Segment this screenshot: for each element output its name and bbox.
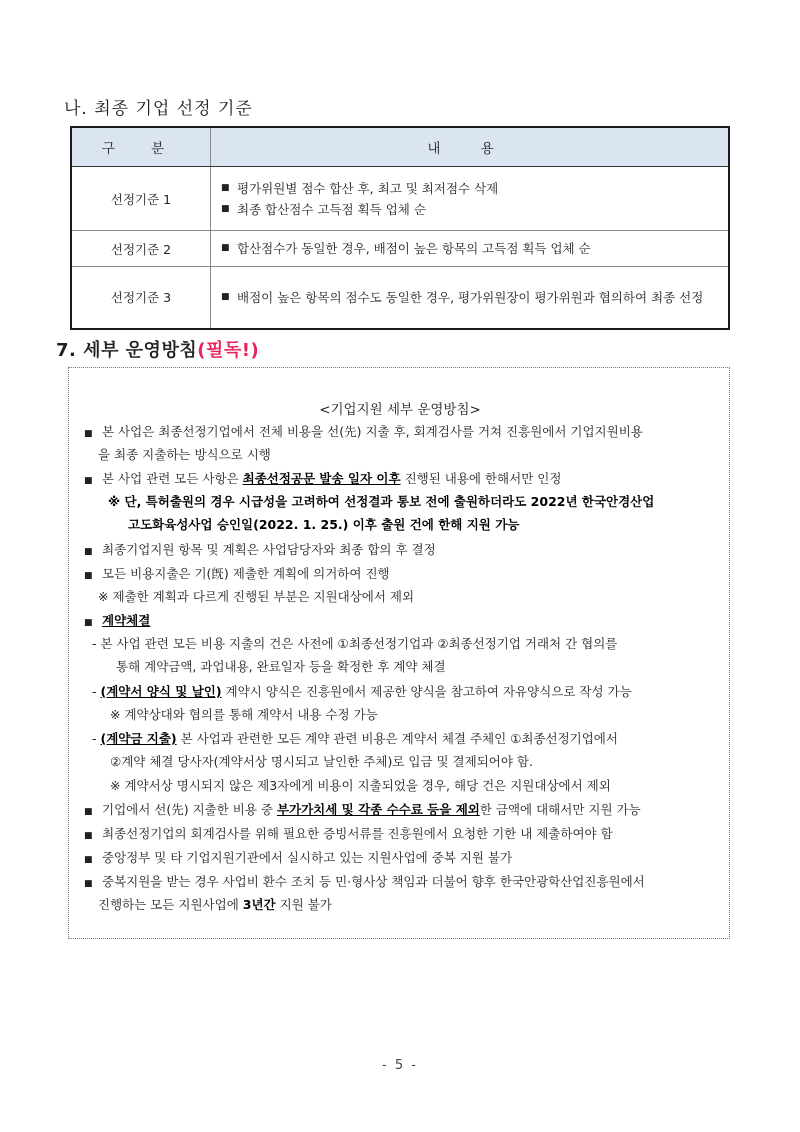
policy-text: 본 사업은 최종선정기업에서 전체 비용을 선(先) 지출 후, 회계검사를 거쳐 진흥원에서 기업지원비용 bbox=[102, 424, 643, 439]
section7-heading bbox=[56, 336, 259, 362]
policy-text: 계약시 양식은 진흥원에서 제공한 양식을 참고하여 자유양식으로 작성 가능 bbox=[221, 684, 632, 699]
policy-text: 최종기업지원 항목 및 계획은 사업담당자와 최종 합의 후 결정 bbox=[102, 542, 436, 557]
policy-text: 본 사업 관련 모든 사항은 bbox=[102, 471, 243, 486]
policy-text: 중앙정부 및 타 기업지원기관에서 실시하고 있는 지원사업에 중복 지원 불가 bbox=[102, 850, 513, 865]
criteria-label: 선정기준 1 bbox=[71, 167, 211, 231]
policy-line: 을 최종 지출하는 방식으로 시행 bbox=[98, 447, 271, 462]
policy-line bbox=[84, 800, 641, 818]
policy-text: 진행하는 모든 지원사업에 bbox=[98, 897, 243, 912]
section7-title: 7. 세부 운영방침 bbox=[56, 340, 198, 361]
bullet-icon: ■ bbox=[84, 879, 93, 889]
table-row bbox=[71, 231, 729, 267]
policy-line: ②계약 체결 당사자(계약서상 명시되고 날인한 주체)로 입금 및 결제되어야 함. bbox=[110, 754, 533, 769]
selection-criteria-table bbox=[70, 126, 730, 330]
policy-line: 통해 계약금액, 과업내용, 완료일자 등을 확정한 후 계약 체결 bbox=[116, 659, 446, 674]
criteria-item: 합산점수가 동일한 경우, 배점이 높은 항목의 고득점 획득 업체 순 bbox=[237, 241, 591, 256]
policy-text: 진행된 내용에 한해서만 인정 bbox=[400, 471, 562, 486]
header-category: 구 분 bbox=[71, 127, 211, 167]
bullet-icon: ■ bbox=[84, 571, 93, 581]
bullet-icon: ■ bbox=[221, 243, 230, 253]
policy-emphasis: 부가가치세 및 각종 수수료 등을 제외 bbox=[276, 802, 480, 817]
policy-emphasis: (계약금 지출) bbox=[100, 731, 177, 746]
bullet-icon: ■ bbox=[221, 182, 230, 193]
policy-line bbox=[84, 469, 561, 487]
policy-text: - bbox=[92, 731, 101, 746]
policy-line bbox=[84, 872, 645, 890]
policy-line bbox=[84, 540, 436, 558]
policy-line bbox=[84, 848, 512, 866]
bullet-icon: ■ bbox=[221, 203, 230, 214]
bullet-icon: ■ bbox=[84, 429, 93, 439]
bullet-icon: ■ bbox=[84, 547, 93, 557]
criteria-content bbox=[211, 231, 730, 267]
policy-line bbox=[92, 682, 632, 700]
section-title: 나. 최종 기업 선정 기준 bbox=[64, 99, 253, 119]
policy-text: 기업에서 선(先) 지출한 비용 중 bbox=[102, 802, 277, 817]
policy-emphasis: 3년간 bbox=[242, 897, 276, 912]
criteria-item: 배점이 높은 항목의 점수도 동일한 경우, 평가위원장이 평가위원과 협의하여 최종 선정 bbox=[237, 289, 704, 305]
table-row bbox=[71, 267, 729, 329]
bullet-icon: ■ bbox=[84, 476, 93, 486]
criteria-label: 선정기준 3 bbox=[71, 267, 211, 329]
header-content: 내 용 bbox=[211, 127, 730, 167]
table-row bbox=[71, 167, 729, 231]
bullet-icon: ■ bbox=[84, 831, 93, 841]
policy-line bbox=[92, 729, 618, 747]
policy-line bbox=[84, 564, 390, 582]
table-header-row bbox=[71, 127, 729, 167]
bullet-icon: ■ bbox=[84, 855, 93, 865]
policy-note-bold: 고도화육성사업 승인일(2022. 1. 25.) 이후 출원 건에 한해 지원 가능 bbox=[128, 517, 520, 532]
policy-line bbox=[84, 611, 150, 629]
policy-note: ※ 계약상대와 협의를 통해 계약서 내용 수정 가능 bbox=[110, 707, 378, 722]
bullet-icon: ■ bbox=[84, 807, 93, 817]
policy-text: 모든 비용지출은 기(旣) 제출한 계획에 의거하여 진행 bbox=[102, 566, 390, 581]
criteria-item: 최종 합산점수 고득점 획득 업체 순 bbox=[237, 201, 426, 217]
policy-note: ※ 계약서상 명시되지 않은 제3자에게 비용이 지출되었을 경우, 해당 건은 지원대상에서 제외 bbox=[110, 778, 611, 793]
criteria-label: 선정기준 2 bbox=[71, 231, 211, 267]
policy-note-bold: ※ 단, 특허출원의 경우 시급성을 고려하여 선정결과 통보 전에 출원하더라도 2022년 한국안경산업 bbox=[108, 494, 655, 509]
policy-text: 중복지원을 받는 경우 사업비 환수 조치 등 민·형사상 책임과 더불어 향후 한국안광학산업진흥원에서 bbox=[102, 874, 645, 889]
must-read-highlight: (필독!) bbox=[197, 340, 260, 361]
policy-text: 최종선정기업의 회계검사를 위해 필요한 증빙서류를 진흥원에서 요청한 기한 내 제출하여야 함 bbox=[102, 826, 613, 841]
policy-emphasis: 최종선정공문 발송 일자 이후 bbox=[242, 471, 401, 486]
policy-text: 지원 불가 bbox=[275, 897, 332, 912]
contract-heading: 계약체결 bbox=[102, 613, 151, 628]
policy-line bbox=[98, 895, 332, 913]
bullet-icon: ■ bbox=[221, 291, 230, 302]
criteria-item: 평가위원별 점수 합산 후, 최고 및 최저점수 삭제 bbox=[237, 180, 499, 196]
policy-box-title: <기업지원 세부 운영방침> bbox=[319, 402, 481, 418]
criteria-content bbox=[211, 167, 730, 231]
criteria-content bbox=[211, 267, 730, 329]
page-number: - 5 - bbox=[382, 1058, 418, 1073]
policy-note: ※ 제출한 계획과 다르게 진행된 부분은 지원대상에서 제외 bbox=[98, 589, 415, 604]
policy-line: - 본 사업 관련 모든 비용 지출의 건은 사전에 ①최종선정기업과 ②최종선정기업 거래처 간 협의를 bbox=[92, 636, 618, 651]
policy-line bbox=[84, 422, 643, 440]
policy-text: - bbox=[92, 684, 101, 699]
policy-line bbox=[84, 824, 613, 842]
policy-text: 본 사업과 관련한 모든 계약 관련 비용은 계약서 체결 주체인 ①최종선정기업에서 bbox=[176, 731, 618, 746]
bullet-icon: ■ bbox=[84, 618, 93, 628]
policy-emphasis: (계약서 양식 및 날인) bbox=[100, 684, 222, 699]
policy-text: 한 금액에 대해서만 지원 가능 bbox=[479, 802, 641, 817]
